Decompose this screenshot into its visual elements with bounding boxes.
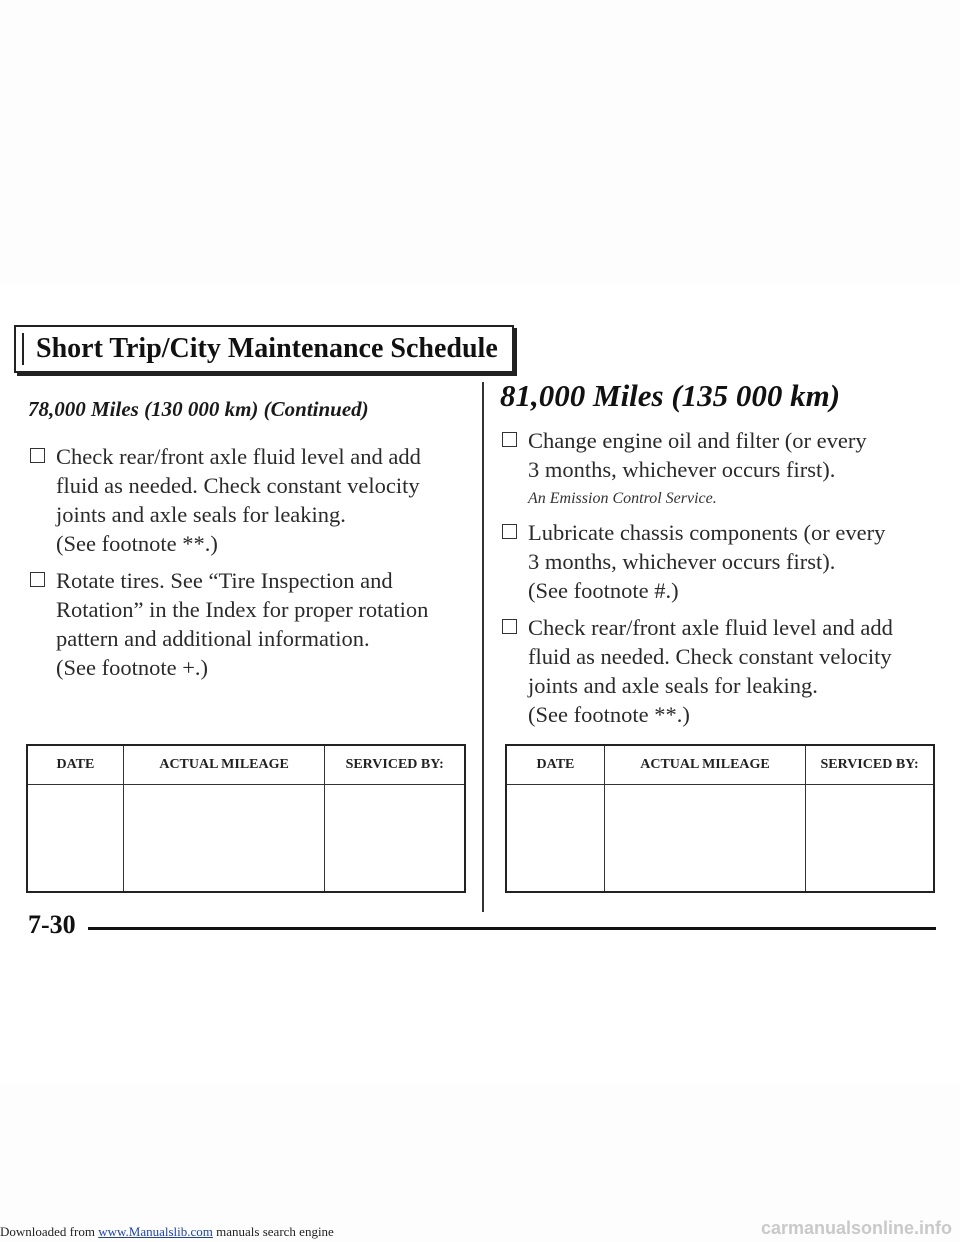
column-divider	[482, 382, 484, 912]
left-column	[28, 392, 468, 690]
item-line: Rotate tires. See “Tire Inspection and	[56, 568, 393, 593]
serviced-by-cell[interactable]	[325, 785, 465, 893]
checklist-item	[28, 566, 468, 682]
serviced-by-header: SERVICED BY:	[325, 745, 465, 785]
watermark: carmanualsonline.info	[760, 1218, 952, 1238]
item-line: fluid as needed. Check constant velocity	[56, 473, 420, 498]
right-column	[500, 378, 940, 737]
serviced-by-header: SERVICED BY:	[806, 745, 934, 785]
item-line: (See footnote **.)	[56, 531, 218, 556]
section-title: Short Trip/City Maintenance Schedule	[36, 333, 498, 364]
item-line: joints and axle seals for leaking.	[528, 673, 818, 698]
checklist-item	[500, 613, 940, 729]
download-prefix: Downloaded from	[0, 1224, 95, 1239]
item-line: (See footnote +.)	[56, 655, 209, 680]
mileage-header: ACTUAL MILEAGE	[604, 745, 805, 785]
right-subtitle: 81,000 Miles (135 000 km)	[500, 378, 841, 413]
footer-rule	[88, 927, 936, 930]
service-record-table-left	[26, 744, 466, 893]
item-line: Check rear/front axle fluid level and add	[528, 615, 893, 640]
item-line: pattern and additional information.	[56, 626, 370, 651]
item-line: Lubricate chassis components (or every	[528, 520, 886, 545]
item-line: fluid as needed. Check constant velocity	[528, 644, 892, 669]
manualslib-link[interactable]: www.Manualslib.com	[98, 1224, 213, 1239]
left-subtitle: 78,000 Miles (130 000 km) (Continued)	[28, 397, 369, 421]
date-cell[interactable]	[506, 785, 604, 893]
checkbox[interactable]	[502, 432, 517, 447]
date-header: DATE	[27, 745, 123, 785]
mileage-cell[interactable]	[604, 785, 805, 893]
download-footer	[0, 1224, 334, 1240]
section-header	[14, 325, 514, 373]
download-suffix: manuals search engine	[216, 1224, 334, 1239]
date-cell[interactable]	[27, 785, 123, 893]
mileage-header: ACTUAL MILEAGE	[123, 745, 324, 785]
item-line: (See footnote **.)	[528, 702, 690, 727]
checkbox[interactable]	[502, 524, 517, 539]
item-line: 3 months, whichever occurs first).	[528, 457, 836, 482]
serviced-by-cell[interactable]	[806, 785, 934, 893]
service-record-table-right	[505, 744, 935, 893]
item-line: Rotation” in the Index for proper rotation	[56, 597, 429, 622]
mileage-cell[interactable]	[123, 785, 324, 893]
emission-note: An Emission Control Service.	[528, 490, 717, 507]
item-line: Change engine oil and filter (or every	[528, 428, 867, 453]
item-line: joints and axle seals for leaking.	[56, 502, 346, 527]
item-line: (See footnote #.)	[528, 578, 679, 603]
item-line: 3 months, whichever occurs first).	[528, 549, 836, 574]
checklist-item	[500, 518, 940, 605]
checklist-item	[500, 426, 940, 484]
date-header: DATE	[506, 745, 604, 785]
checkbox[interactable]	[30, 448, 45, 463]
checklist-item	[28, 442, 468, 558]
item-line: Check rear/front axle fluid level and add	[56, 444, 421, 469]
checkbox[interactable]	[30, 572, 45, 587]
checkbox[interactable]	[502, 619, 517, 634]
page-number: 7-30	[28, 910, 76, 939]
